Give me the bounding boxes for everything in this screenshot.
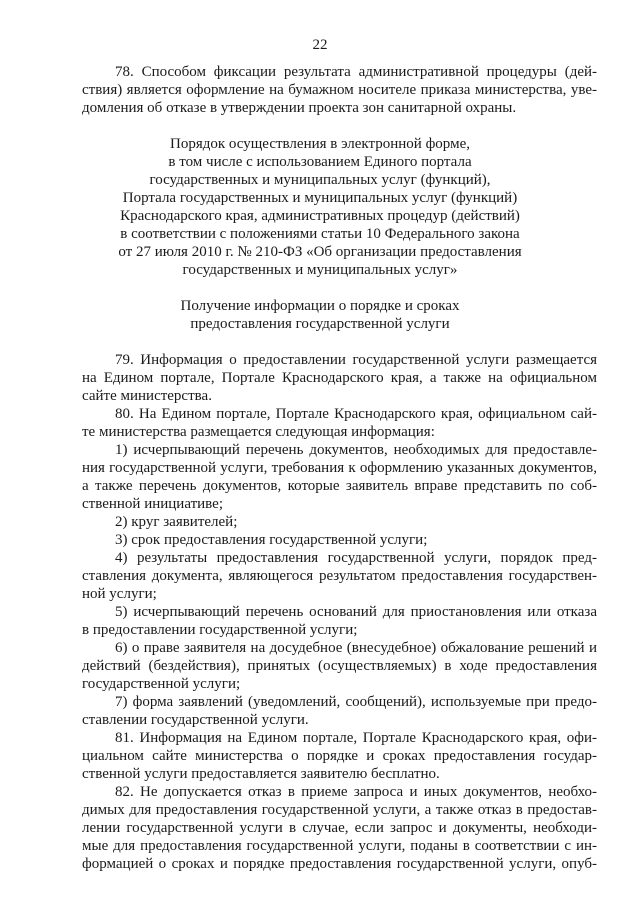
heading1-line-2: в том числе с использованием Единого портала: [168, 154, 472, 170]
heading1-line-6: в соответствии с положениями статьи 10 Федерального закона: [120, 226, 520, 242]
heading2-line-2: предоставления государственной услуги: [190, 316, 450, 332]
heading1-line-3: государственных и муниципальных услуг (функций),: [149, 172, 491, 188]
body-line: ставлении государственной услуги.: [82, 712, 309, 728]
body-line: ной услуги;: [82, 586, 157, 602]
body-line: циальном сайте министерства о порядке и сроках предоставления государ-: [82, 748, 597, 764]
body-line: те министерства размещается следующая информация:: [82, 424, 435, 440]
body-line: ния государственной услуги, требования к оформлению указанных документов,: [82, 460, 597, 476]
body-line: лении государственной услуги в случае, если запрос и документы, необходи-: [82, 820, 597, 836]
body-line: ственной инициативе;: [82, 496, 224, 512]
body-line: действий (бездействия), принятых (осуществляемых) в ходе предоставления: [82, 658, 597, 674]
body-line: 2) круг заявителей;: [115, 514, 238, 530]
body-line: 79. Информация о предоставлении государственной услуги размещается: [115, 352, 597, 368]
body-line: 3) срок предоставления государственной услуги;: [115, 532, 428, 548]
body-line: 5) исчерпывающий перечень оснований для приостановления или отказа: [115, 604, 597, 620]
body-line: ставления документа, являющегося результатом предоставления государствен-: [82, 568, 597, 584]
body-line: 80. На Едином портале, Портале Краснодарского края, официальном сай-: [115, 406, 597, 422]
body-line: сайте министерства.: [82, 388, 212, 404]
heading1-line-7: от 27 июля 2010 г. № 210-ФЗ «Об организации предоставления: [118, 244, 522, 260]
body-line: 82. Не допускается отказ в приеме запроса и иных документов, необхо-: [115, 784, 597, 800]
body-line: 6) о праве заявителя на досудебное (внесудебное) обжалование решений и: [115, 640, 597, 656]
body-line: а также перечень документов, которые заявитель вправе представить по соб-: [82, 478, 597, 494]
body-line: 81. Информация на Едином портале, Портале Краснодарского края, офи-: [115, 730, 597, 746]
body-line: ственной услуги предоставляется заявителю бесплатно.: [82, 766, 440, 782]
body-line: формацией о сроках и порядке предоставления государственной услуги, опуб-: [82, 856, 597, 872]
body-line: 4) результаты предоставления государственной услуги, порядок пред-: [115, 550, 597, 566]
body-line: 1) исчерпывающий перечень документов, необходимых для предоставле-: [115, 442, 597, 458]
body-line: на Едином портале, Портале Краснодарского края, а также на официальном: [82, 370, 597, 386]
heading2-line-1: Получение информации о порядке и сроках: [180, 298, 460, 314]
body-line: мые для предоставления государственной услуги, поданы в соответствии с ин-: [82, 838, 597, 854]
heading1-line-5: Краснодарского края, административных процедур (действий): [120, 208, 520, 224]
para78-line-3: домления об отказе в утверждении проекта зон санитарной охраны.: [82, 100, 517, 116]
body-line: в предоставлении государственной услуги;: [82, 622, 358, 638]
para78-line-1: 78. Способом фиксации результата административной процедуры (дей-: [115, 64, 597, 80]
body-line: 7) форма заявлений (уведомлений, сообщений), используемые при предо-: [115, 694, 597, 710]
body-line: государственной услуги;: [82, 676, 241, 692]
body-line: димых для предоставления государственной услуги, а также отказ в предостав-: [82, 802, 597, 818]
para78-line-2: ствия) является оформление на бумажном носителе приказа министерства, уве-: [82, 82, 597, 98]
heading1-line-4: Портала государственных и муниципальных услуг (функций): [122, 190, 518, 206]
heading1-line-1: Порядок осуществления в электронной форме,: [170, 136, 470, 152]
page-number: 22: [312, 37, 328, 53]
heading1-line-8: государственных и муниципальных услуг»: [182, 262, 458, 278]
